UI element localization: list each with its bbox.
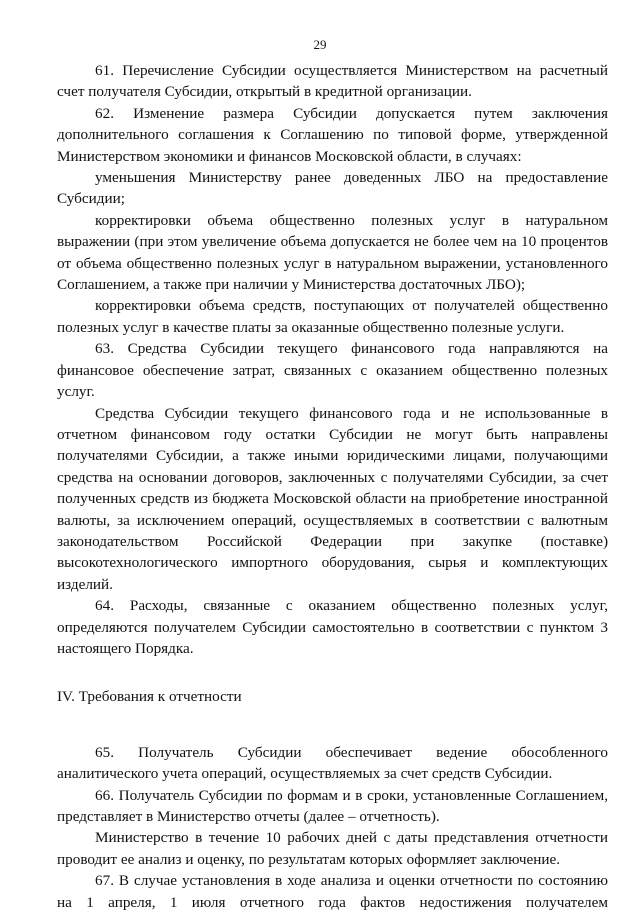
- paragraph-67: 67. В случае установления в ходе анализа и оценки отчетности по состоянию на 1 апреля, 1 июля отчетного года фактов недостижения получателем: [57, 872, 608, 911]
- paragraph-66-analysis: Министерство в течение 10 рабочих дней с даты представления отчетности проводит ее анализ и оценку, по результатам которых оформляет заключение.: [57, 829, 608, 868]
- paragraph-62-case-payments: корректировки объема средств, поступающих от получателей общественно полезных услуг в качестве платы за оказанные общественно полезные услуги.: [57, 297, 608, 336]
- document-body: [57, 60, 608, 913]
- paragraph-66: 66. Получатель Субсидии по формам и в сроки, установленные Соглашением, представляет в Министерство отчеты (далее – отчетность).: [57, 786, 608, 825]
- paragraph-63: 63. Средства Субсидии текущего финансового года направляются на финансовое обеспечение затрат, связанных с оказанием общественно полезных услуг.: [57, 340, 608, 401]
- paragraph-62: 62. Изменение размера Субсидии допускается путем заключения дополнительного соглашения к Соглашению по типовой форме, утвержденной Министерством экономики и финансов Московской области, в случаях:: [57, 104, 608, 165]
- paragraph-64: 64. Расходы, связанные с оказанием общественно полезных услуг, определяются получателем Субсидии самостоятельно в соответствии с пунктом 3 настоящего Порядка.: [57, 597, 608, 657]
- paragraph-62-case-volume: корректировки объема общественно полезных услуг в натуральном выражении (при этом увеличение объема допускается не более чем на 10 процентов от объема общественно полезных услуг в натуральном выражении, установленного Соглашением, а также при наличии у Министерства достаточных ЛБО);: [57, 211, 608, 294]
- paragraph-65: 65. Получатель Субсидии обеспечивает ведение обособленного аналитического учета операций, осуществляемых за счет средств Субсидии.: [57, 743, 608, 783]
- paragraph-63-currency: Средства Субсидии текущего финансового года и не использованные в отчетном финансовом году остатки Субсидии не могут быть направлены получателями Субсидии, а также иными юридическими лицами, получающими средства на основании договоров, заключенных с получателями Субсидии, за счет полученных средств из бюджета Московской области на приобретение иностранной валюты, за исключением операций, осуществляемых в соответствии с валютным законодательством Российской Федерации при закупке (поставке) высокотехнологического импортного оборудования, сырья и комплектующих изделий.: [57, 404, 608, 593]
- paragraph-61: 61. Перечисление Субсидии осуществляется Министерством на расчетный счет получателя Субсидии, открытый в кредитной организации.: [57, 62, 608, 101]
- section-heading: IV. Требования к отчетности: [57, 688, 242, 706]
- page-number: 29: [313, 37, 327, 52]
- paragraph-62-case-lbo: уменьшения Министерству ранее доведенных ЛБО на предоставление Субсидии;: [57, 169, 608, 208]
